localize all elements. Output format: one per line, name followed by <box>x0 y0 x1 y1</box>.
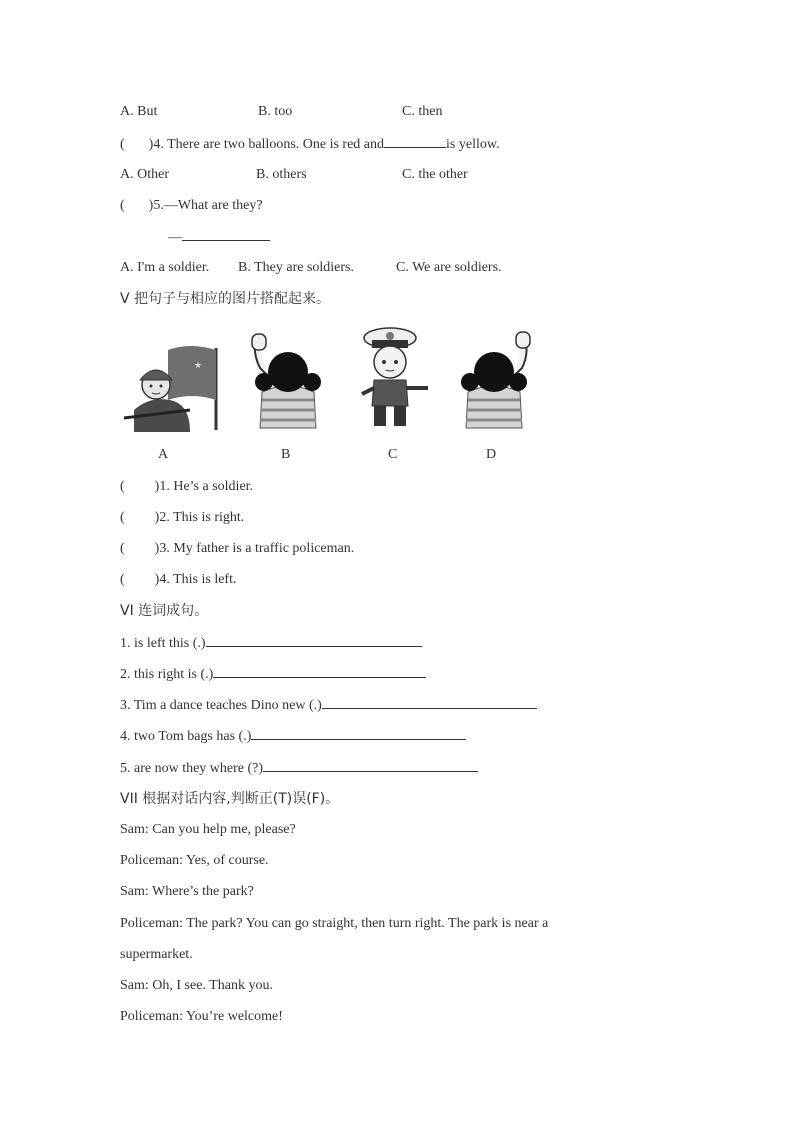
word-order-item <box>120 665 426 684</box>
word-order-words: 1. is left this (.) <box>120 636 206 651</box>
section-6-heading: VI 连词成句。 <box>120 603 209 619</box>
match-item-text: This is right. <box>173 510 245 525</box>
picture-label-b: B <box>281 447 291 462</box>
picture-label-c: C <box>388 447 398 462</box>
word-order-answer-blank[interactable] <box>213 665 426 678</box>
word-order-answer-blank[interactable] <box>251 727 466 740</box>
q4-stem <box>120 135 500 154</box>
match-item-text: My father is a traffic policeman. <box>173 541 355 556</box>
picture-label-a: A <box>158 447 169 462</box>
q5-options <box>120 259 502 277</box>
q5-option-c: C. We are soldiers. <box>396 260 502 275</box>
word-order-words: 4. two Tom bags has (.) <box>120 729 252 744</box>
dialogue-line: Sam: Where’s the park? <box>120 884 254 899</box>
word-order-item <box>120 759 478 778</box>
svg-text:★: ★ <box>194 361 203 371</box>
word-order-item <box>120 727 466 746</box>
q5-option-a: A. I'm a soldier. <box>120 260 210 275</box>
match-item-number: )1. <box>154 479 170 494</box>
match-item <box>120 540 354 558</box>
match-item-bracket: ( <box>120 479 125 494</box>
q4-tail: is yellow. <box>446 137 500 152</box>
match-item-bracket: ( <box>120 541 125 556</box>
q5-text: —What are they? <box>163 198 263 213</box>
match-item <box>120 478 253 496</box>
match-item-number: )2. <box>154 510 170 525</box>
q4-answer-blank[interactable] <box>384 135 446 148</box>
word-order-answer-blank[interactable] <box>322 696 537 709</box>
q5-answer-line <box>168 228 270 247</box>
picture-label-d: D <box>486 447 497 462</box>
q3-option-c: C. then <box>402 104 443 119</box>
q4-options <box>120 166 468 184</box>
match-item-number: )4. <box>154 572 170 587</box>
q3-option-b: B. too <box>258 104 293 119</box>
q5-dash: — <box>168 230 182 245</box>
word-order-words: 2. this right is (.) <box>120 667 214 682</box>
q5-answer-blank[interactable] <box>182 228 270 241</box>
section-7-heading: VII 根据对话内容,判断正(T)误(F)。 <box>120 791 340 807</box>
soldier-picture <box>120 340 222 432</box>
dialogue-line: Policeman: Yes, of course. <box>120 853 269 868</box>
q4-option-a: A. Other <box>120 167 169 182</box>
girl-right-hand-picture <box>248 332 326 430</box>
q5-bracket: ( <box>120 198 125 213</box>
dialogue-line: Policeman: You’re welcome! <box>120 1009 283 1024</box>
dialogue-line: Policeman: The park? You can go straight, then turn right. The park is near a <box>120 916 549 931</box>
q4-text: There are two balloons. One is red and <box>167 137 385 152</box>
match-item-bracket: ( <box>120 510 125 525</box>
word-order-answer-blank[interactable] <box>263 759 478 772</box>
traffic-policeman-picture <box>352 322 430 430</box>
q4-number: )4. <box>148 137 164 152</box>
dialogue-line: Sam: Oh, I see. Thank you. <box>120 978 273 993</box>
q5-option-b: B. They are soldiers. <box>238 260 354 275</box>
match-item <box>120 509 244 527</box>
q4-option-b: B. others <box>256 167 307 182</box>
dialogue-line: supermarket. <box>120 947 193 962</box>
word-order-words: 3. Tim a dance teaches Dino new (.) <box>120 698 322 713</box>
word-order-item <box>120 696 537 715</box>
q4-bracket: ( <box>120 137 125 152</box>
dialogue-line: Sam: Can you help me, please? <box>120 822 296 837</box>
match-item-text: He’s a soldier. <box>173 479 254 494</box>
q5-number: )5. <box>148 198 164 213</box>
match-item <box>120 571 236 589</box>
q4-option-c: C. the other <box>402 167 468 182</box>
q5-stem <box>120 197 263 215</box>
word-order-answer-blank[interactable] <box>206 634 422 647</box>
word-order-words: 5. are now they where (?) <box>120 761 264 776</box>
word-order-item <box>120 634 422 653</box>
match-item-bracket: ( <box>120 572 125 587</box>
q3-option-a: A. But <box>120 104 158 119</box>
section-5-heading: V 把句子与相应的图片搭配起来。 <box>120 291 331 307</box>
match-item-number: )3. <box>154 541 170 556</box>
match-item-text: This is left. <box>173 572 237 587</box>
q3-options <box>120 103 443 121</box>
girl-left-hand-picture <box>456 330 534 430</box>
